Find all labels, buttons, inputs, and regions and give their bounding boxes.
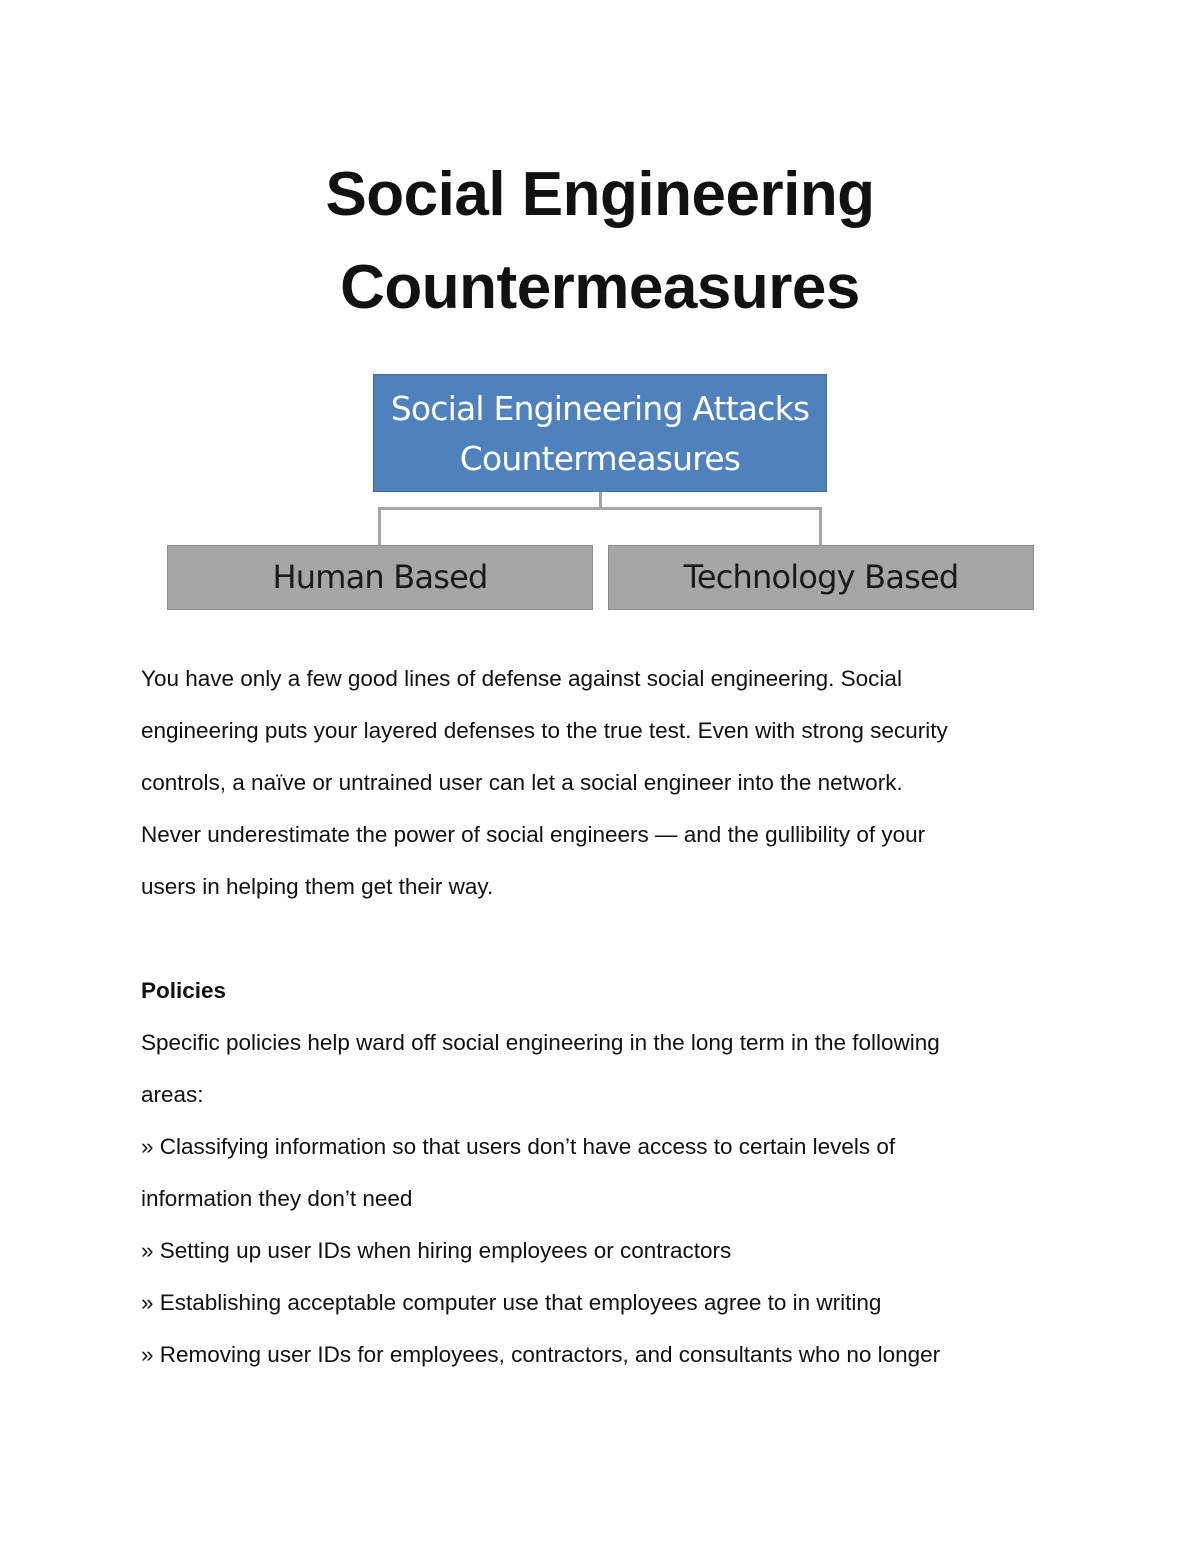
intro-line: users in helping them get their way. <box>141 874 494 899</box>
diagram-node-technology-based: Technology Based <box>608 545 1034 610</box>
page-title-line-2: Countermeasures <box>340 253 860 322</box>
connector-horizontal <box>378 507 822 510</box>
intro-line: controls, a naïve or untrained user can let a social engineer into the network. <box>141 770 903 795</box>
policies-bullet: » Setting up user IDs when hiring employees or contractors <box>141 1238 732 1263</box>
policies-heading: Policies <box>141 978 227 1003</box>
countermeasures-diagram <box>0 0 1200 640</box>
connector-right-drop <box>819 507 822 545</box>
diagram-root-label-line-2: Countermeasures <box>459 439 741 478</box>
policies-bullet-continuation: information they don’t need <box>141 1186 413 1211</box>
connector-root-stem <box>599 492 602 508</box>
diagram-root-label-line-1: Social Engineering Attacks <box>390 389 810 428</box>
connector-left-drop <box>378 507 381 545</box>
diagram-root-node <box>373 374 827 492</box>
policies-line: Specific policies help ward off social engineering in the long term in the following <box>141 1030 940 1055</box>
page-title-line-1: Social Engineering <box>325 160 875 229</box>
intro-line: You have only a few good lines of defense against social engineering. Social <box>141 666 902 691</box>
policies-bullet: » Establishing acceptable computer use that employees agree to in writing <box>141 1290 882 1315</box>
diagram-node-human-based: Human Based <box>167 545 593 610</box>
policies-bullet: » Removing user IDs for employees, contractors, and consultants who no longer <box>141 1342 941 1367</box>
intro-line: Never underestimate the power of social engineers — and the gullibility of your <box>141 822 926 847</box>
document-body <box>141 653 1061 1381</box>
policies-line: areas: <box>141 1082 204 1107</box>
paragraph-gap <box>141 913 1061 965</box>
policies-bullet: » Classifying information so that users don’t have access to certain levels of <box>141 1134 896 1159</box>
intro-line: engineering puts your layered defenses to the true test. Even with strong security <box>141 718 948 743</box>
